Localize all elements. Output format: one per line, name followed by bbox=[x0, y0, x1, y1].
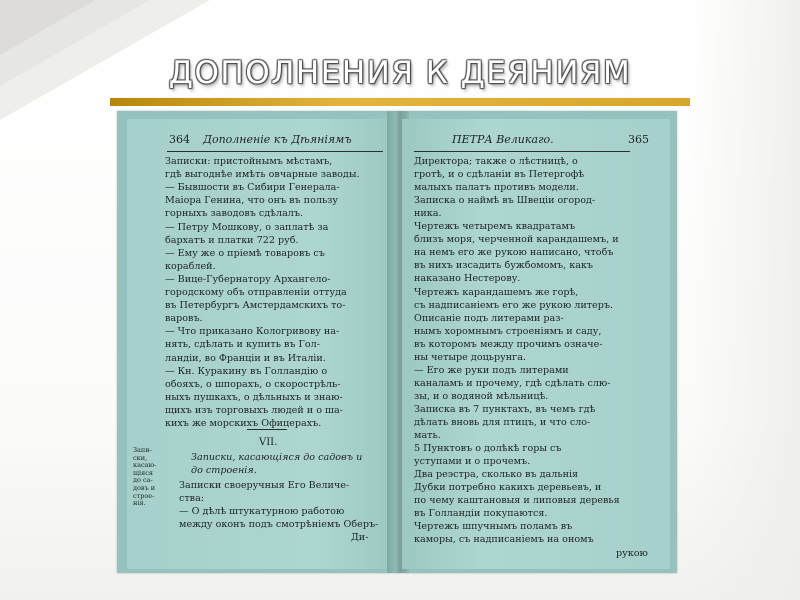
text-line: Записки: пристойнымъ мѣстамъ, bbox=[165, 156, 333, 167]
text-line: Чертежъ карандашемъ же горѣ, bbox=[414, 286, 579, 298]
text-line: варовъ. bbox=[165, 313, 203, 325]
title-underline-bar bbox=[110, 98, 690, 106]
text-line: — Бывшости въ Сибири Генерала- bbox=[165, 182, 340, 194]
text-line: ника. bbox=[414, 208, 442, 220]
text-line: каналамъ и прочему, гдѣ сдѣлать слю- bbox=[414, 377, 611, 389]
right-running-title: ПЕТРА Великаго. bbox=[452, 133, 554, 146]
slide-title: ДОПОЛНЕНИЯ К ДЕЯНИЯМ bbox=[168, 55, 632, 91]
text-line: — Кн. Куракину въ Голландію о bbox=[165, 365, 328, 377]
book-scan-image bbox=[117, 111, 677, 573]
text-line: — Его же руки подъ литерами bbox=[414, 364, 569, 376]
text-line: ны четыре доцьрунга. bbox=[414, 351, 526, 363]
text-line: зы, и о водяной мѣльницѣ. bbox=[414, 390, 549, 402]
text-line: Чертежъ шпучнымъ поламъ въ bbox=[414, 521, 573, 533]
text-line: 5 Пунктовъ о долѣкѣ горы съ bbox=[414, 443, 562, 455]
text-line: Записки своеручныя Его Величе- bbox=[179, 480, 350, 491]
text-line: ландіи, во Франціи и въ Италіи. bbox=[165, 352, 326, 364]
text-line: дѣлать вновь для птицъ, и что сло- bbox=[414, 417, 591, 428]
text-line: Описаніе подъ литерами раз- bbox=[414, 312, 564, 324]
left-page-number: 364 bbox=[169, 133, 190, 146]
text-line: наказано Нестерову. bbox=[414, 273, 521, 285]
text-line: — Вице-Губернатору Архангело- bbox=[165, 273, 331, 285]
text-line: рукою bbox=[616, 547, 648, 559]
text-line: — Ему же о пріемѣ товаровъ съ bbox=[165, 247, 325, 259]
text-line: ныхъ пушкахъ, о дѣльныхъ и знаю- bbox=[165, 391, 343, 403]
right-page bbox=[402, 119, 670, 569]
text-line: съ надписаніемъ его же рукою литеръ. bbox=[414, 299, 613, 311]
text-line: нять, сдѣлать и купить въ Гол- bbox=[165, 339, 321, 351]
text-line: Ди- bbox=[351, 532, 369, 544]
section-divider bbox=[247, 429, 287, 430]
right-head-rule bbox=[414, 151, 630, 152]
text-line: между оконъ подъ смотрѣніемъ Оберъ- bbox=[179, 519, 379, 531]
text-line: малыхъ палатъ противъ модели. bbox=[414, 182, 579, 194]
text-line: — Петру Мошкову, о заплатѣ за bbox=[165, 221, 329, 233]
text-line: — Что приказано Кологривову на- bbox=[165, 326, 340, 338]
text-line: гдѣ выгоднѣе имѣть овчарные заводы. bbox=[165, 169, 360, 181]
text-line: бархатъ и платки 722 руб. bbox=[165, 234, 299, 246]
text-line: Записка о наймѣ въ Швеціи огород- bbox=[414, 195, 596, 207]
right-page-number: 365 bbox=[628, 133, 649, 146]
text-line: ства: bbox=[179, 493, 205, 505]
text-line: на немъ его же рукою написано, чтобъ bbox=[414, 247, 614, 259]
text-line: Дубки потребно какихъ деревьевъ, и bbox=[414, 482, 602, 494]
text-line: по чему каштановыя и липовыя деревья bbox=[414, 495, 620, 507]
text-line: Маіора Генина, что онъ въ пользу bbox=[165, 195, 339, 207]
text-line: нымъ хоромнымъ строеніямъ и саду, bbox=[414, 325, 602, 337]
text-line: въ которомъ между прочимъ означе- bbox=[414, 338, 603, 350]
section-title-line-2: до строенія. bbox=[191, 465, 257, 476]
margin-note: Запи- ски, касаю- щіяся до са- довъ и строе- нія. bbox=[133, 446, 157, 508]
text-line: Записка въ 7 пунктахъ, въ чемъ гдѣ bbox=[414, 403, 596, 415]
text-line: Директора; также о лѣстницѣ, о bbox=[414, 156, 578, 167]
text-line: горныхъ заводовъ сдѣлалъ. bbox=[165, 208, 304, 220]
text-line: уступами и о прочемъ. bbox=[414, 456, 531, 468]
text-line: близъ моря, черченной карандашемъ, и bbox=[414, 234, 619, 246]
left-running-title: Дополненіе къ Дѣяніямъ bbox=[203, 133, 352, 146]
left-head-rule bbox=[167, 151, 383, 152]
text-line: городскому объ отправленіи оттуда bbox=[165, 287, 347, 298]
section-title-line-1: Записки, касающіяся до садовъ и bbox=[191, 452, 363, 463]
text-line: кихъ же морскихъ Офицерахъ. bbox=[165, 418, 322, 429]
text-line: гротѣ, и о сдѣланіи въ Петергофѣ bbox=[414, 169, 585, 181]
section-number: VII. bbox=[259, 437, 278, 448]
text-line: щихъ изъ торговыхъ людей и о ша- bbox=[165, 404, 343, 416]
text-line: мать. bbox=[414, 430, 441, 442]
text-line: — О дѣлѣ штукатурною работою bbox=[179, 506, 345, 518]
text-line: кораблей. bbox=[165, 260, 216, 272]
left-page bbox=[127, 119, 395, 569]
text-line: Чертежъ четыремъ квадратамъ bbox=[414, 221, 576, 233]
text-line: обояхъ, о шпорахъ, о скорострѣль- bbox=[165, 378, 341, 390]
text-line: каморы, съ надписаніемъ на ономъ bbox=[414, 534, 594, 546]
text-line: Два реэстра, сколько въ дальнія bbox=[414, 469, 579, 481]
text-line: въ нихъ изсадить бужбомомъ, какъ bbox=[414, 260, 594, 272]
text-line: въ Петербургъ Амстердамскихъ то- bbox=[165, 300, 346, 312]
text-line: въ Голландіи покупаются. bbox=[414, 508, 548, 520]
